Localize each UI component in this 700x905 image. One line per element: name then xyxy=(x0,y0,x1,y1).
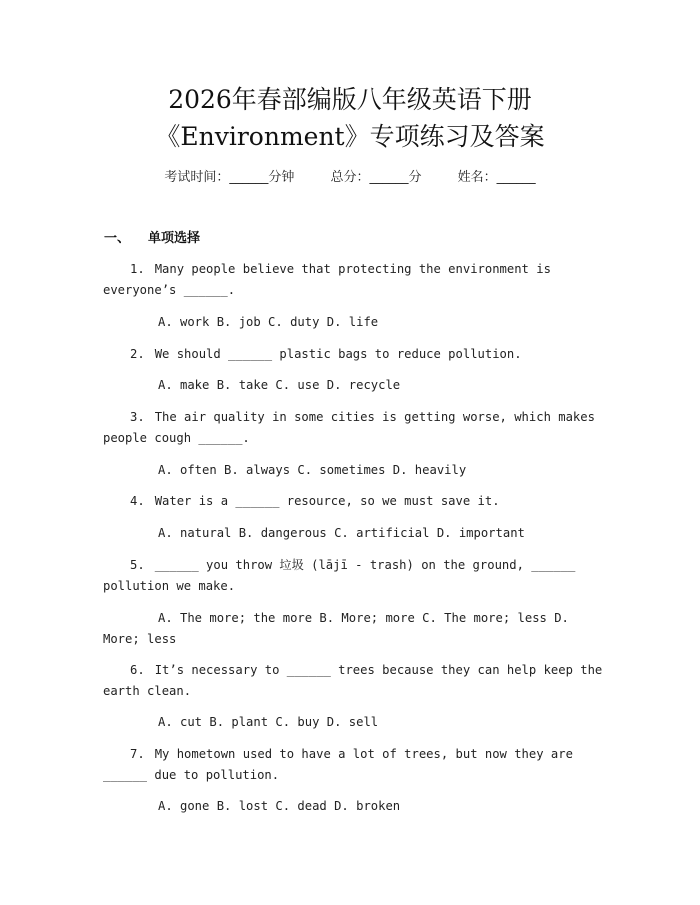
question-3 xyxy=(103,407,603,449)
section-heading xyxy=(104,229,200,249)
exam-time-field: 考试时间：______分钟 xyxy=(164,170,295,185)
question-number: 4. xyxy=(130,494,145,508)
question-text: ______ you throw 垃圾 (lājī - trash) on the ground, ______ pollution we make. xyxy=(103,558,576,593)
question-text: It’s necessary to ______ trees because they can help keep the earth clean. xyxy=(103,663,603,698)
question-6 xyxy=(103,660,603,702)
question-number: 7. xyxy=(130,747,145,761)
question-5 xyxy=(103,555,603,597)
question-3-options: A. often B. always C. sometimes D. heavily xyxy=(158,463,467,477)
question-number: 3. xyxy=(130,410,145,424)
question-number: 5. xyxy=(130,558,145,572)
question-2-options: A. make B. take C. use D. recycle xyxy=(158,378,401,392)
question-text: Many people believe that protecting the environment is everyone’s ______. xyxy=(103,262,551,297)
question-2 xyxy=(103,344,603,365)
document-title: 2026年春部编版八年级英语下册 xyxy=(168,85,532,114)
document-subtitle: 《Environment》专项练习及答案 xyxy=(155,122,545,151)
question-5-options: A. The more; the more B. More; more C. The more; less D. More; less xyxy=(103,611,569,646)
total-score-field: 总分：______分 xyxy=(330,170,422,185)
name-field: 姓名：______ xyxy=(457,170,536,185)
question-1 xyxy=(103,259,603,301)
question-number: 2. xyxy=(130,347,145,361)
question-text: The air quality in some cities is getting worse, which makes people cough ______. xyxy=(103,410,595,445)
question-7 xyxy=(103,744,603,786)
question-4-options: A. natural B. dangerous C. artificial D. important xyxy=(158,526,525,540)
question-6-options: A. cut B. plant C. buy D. sell xyxy=(158,715,379,729)
exam-info-line xyxy=(0,168,700,188)
question-number: 6. xyxy=(130,663,145,677)
question-text: Water is a ______ resource, so we must save it. xyxy=(154,494,500,508)
section-title: 单项选择 xyxy=(148,231,201,246)
question-1-options: A. work B. job C. duty D. life xyxy=(158,315,379,329)
question-text: My hometown used to have a lot of trees, but now they are ______ due to pollution. xyxy=(103,747,573,782)
question-7-options: A. gone B. lost C. dead D. broken xyxy=(158,799,401,813)
section-number: 一、 xyxy=(104,231,131,246)
question-number: 1. xyxy=(130,262,145,276)
question-text: We should ______ plastic bags to reduce pollution. xyxy=(154,347,522,361)
question-4 xyxy=(103,491,603,512)
